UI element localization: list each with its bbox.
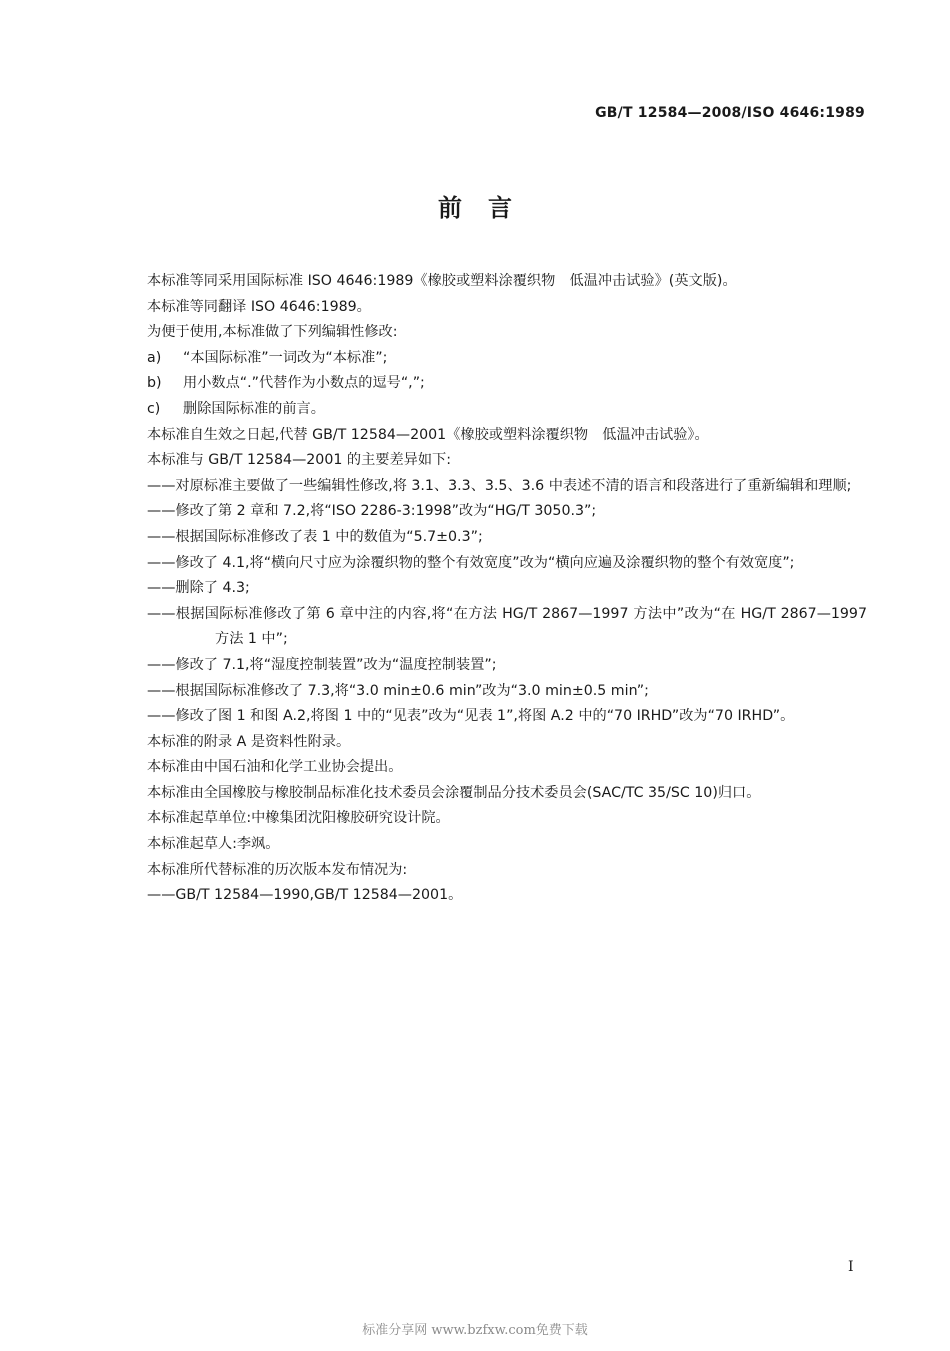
watermark: 标准分享网 www.bzfxw.com免费下载 (362, 1323, 588, 1338)
difference-item: ——删除了 4.3; (147, 580, 250, 597)
difference-item: ——根据国际标准修改了第 6 章中注的内容,将“在方法 HG/T 2867—1997 方法中”改为“在 HG/T 2867—1997 方法 1 中”; (147, 605, 867, 648)
standard-code: GB/T 12584—2008/ISO 4646:1989 (595, 105, 865, 121)
list-item (117, 371, 867, 397)
list-item-text: 删除国际标准的前言。 (183, 400, 325, 417)
difference-item: ——对原标准主要做了一些编辑性修改,将 3.1、3.3、3.5、3.6 中表述不清的语言和段落进行了重新编辑和理顺; (147, 477, 852, 494)
list-marker: c) (147, 400, 161, 417)
list-item (117, 397, 867, 423)
difference-item: ——根据国际标准修改了表 1 中的数值为“5.7±0.3”; (147, 528, 483, 545)
difference-item: ——根据国际标准修改了 7.3,将“3.0 min±0.6 min”改为“3.0 min±0.5 min”; (147, 682, 649, 699)
difference-item: ——修改了图 1 和图 A.2,将图 1 中的“见表”改为“见表 1”,将图 A.2 中的“70 IRHD”改为“70 IRHD”。 (147, 708, 795, 725)
list-marker: a) (147, 349, 162, 366)
paragraph-drafter: 本标准起草人:李飒。 (147, 836, 280, 853)
list-item-text: “本国际标准”一词改为“本标准”; (183, 349, 388, 366)
paragraph-edit-intro: 为便于使用,本标准做了下列编辑性修改: (147, 324, 398, 341)
paragraph-annex: 本标准的附录 A 是资料性附录。 (147, 733, 351, 750)
paragraph-history-intro: 本标准所代替标准的历次版本发布情况为: (147, 861, 408, 878)
page-title: 前言 (438, 194, 538, 222)
history-item: ——GB/T 12584—1990,GB/T 12584—2001。 (147, 887, 463, 904)
paragraph-committee: 本标准由全国橡胶与橡胶制品标准化技术委员会涂覆制品分技术委员会(SAC/TC 35/SC 10)归口。 (147, 784, 761, 801)
list-marker: b) (147, 375, 162, 392)
foreword-body (117, 269, 867, 909)
paragraph-drafting-unit: 本标准起草单位:中橡集团沈阳橡胶研究设计院。 (147, 810, 450, 827)
paragraph-translation: 本标准等同翻译 ISO 4646:1989。 (147, 298, 371, 315)
paragraph-differences-intro: 本标准与 GB/T 12584—2001 的主要差异如下: (147, 452, 451, 469)
difference-item: ——修改了第 2 章和 7.2,将“ISO 2286-3:1998”改为“HG/T 3050.3”; (147, 503, 597, 520)
paragraph-proposer: 本标准由中国石油和化学工业协会提出。 (147, 759, 403, 776)
page-number: I (848, 1259, 854, 1275)
paragraph-adoption: 本标准等同采用国际标准 ISO 4646:1989《橡胶或塑料涂覆织物 低温冲击试验》(英文版)。 (147, 273, 737, 289)
list-item (117, 346, 867, 372)
difference-item: ——修改了 7.1,将“湿度控制装置”改为“温度控制装置”; (147, 656, 497, 673)
list-item-text: 用小数点“.”代替作为小数点的逗号“,”; (183, 375, 425, 392)
difference-item: ——修改了 4.1,将“横向尺寸应为涂覆织物的整个有效宽度”改为“横向应遍及涂覆织物的整个有效宽度”; (147, 554, 795, 571)
paragraph-replaces: 本标准自生效之日起,代替 GB/T 12584—2001《橡胶或塑料涂覆织物 低温冲击试验》。 (147, 426, 709, 443)
